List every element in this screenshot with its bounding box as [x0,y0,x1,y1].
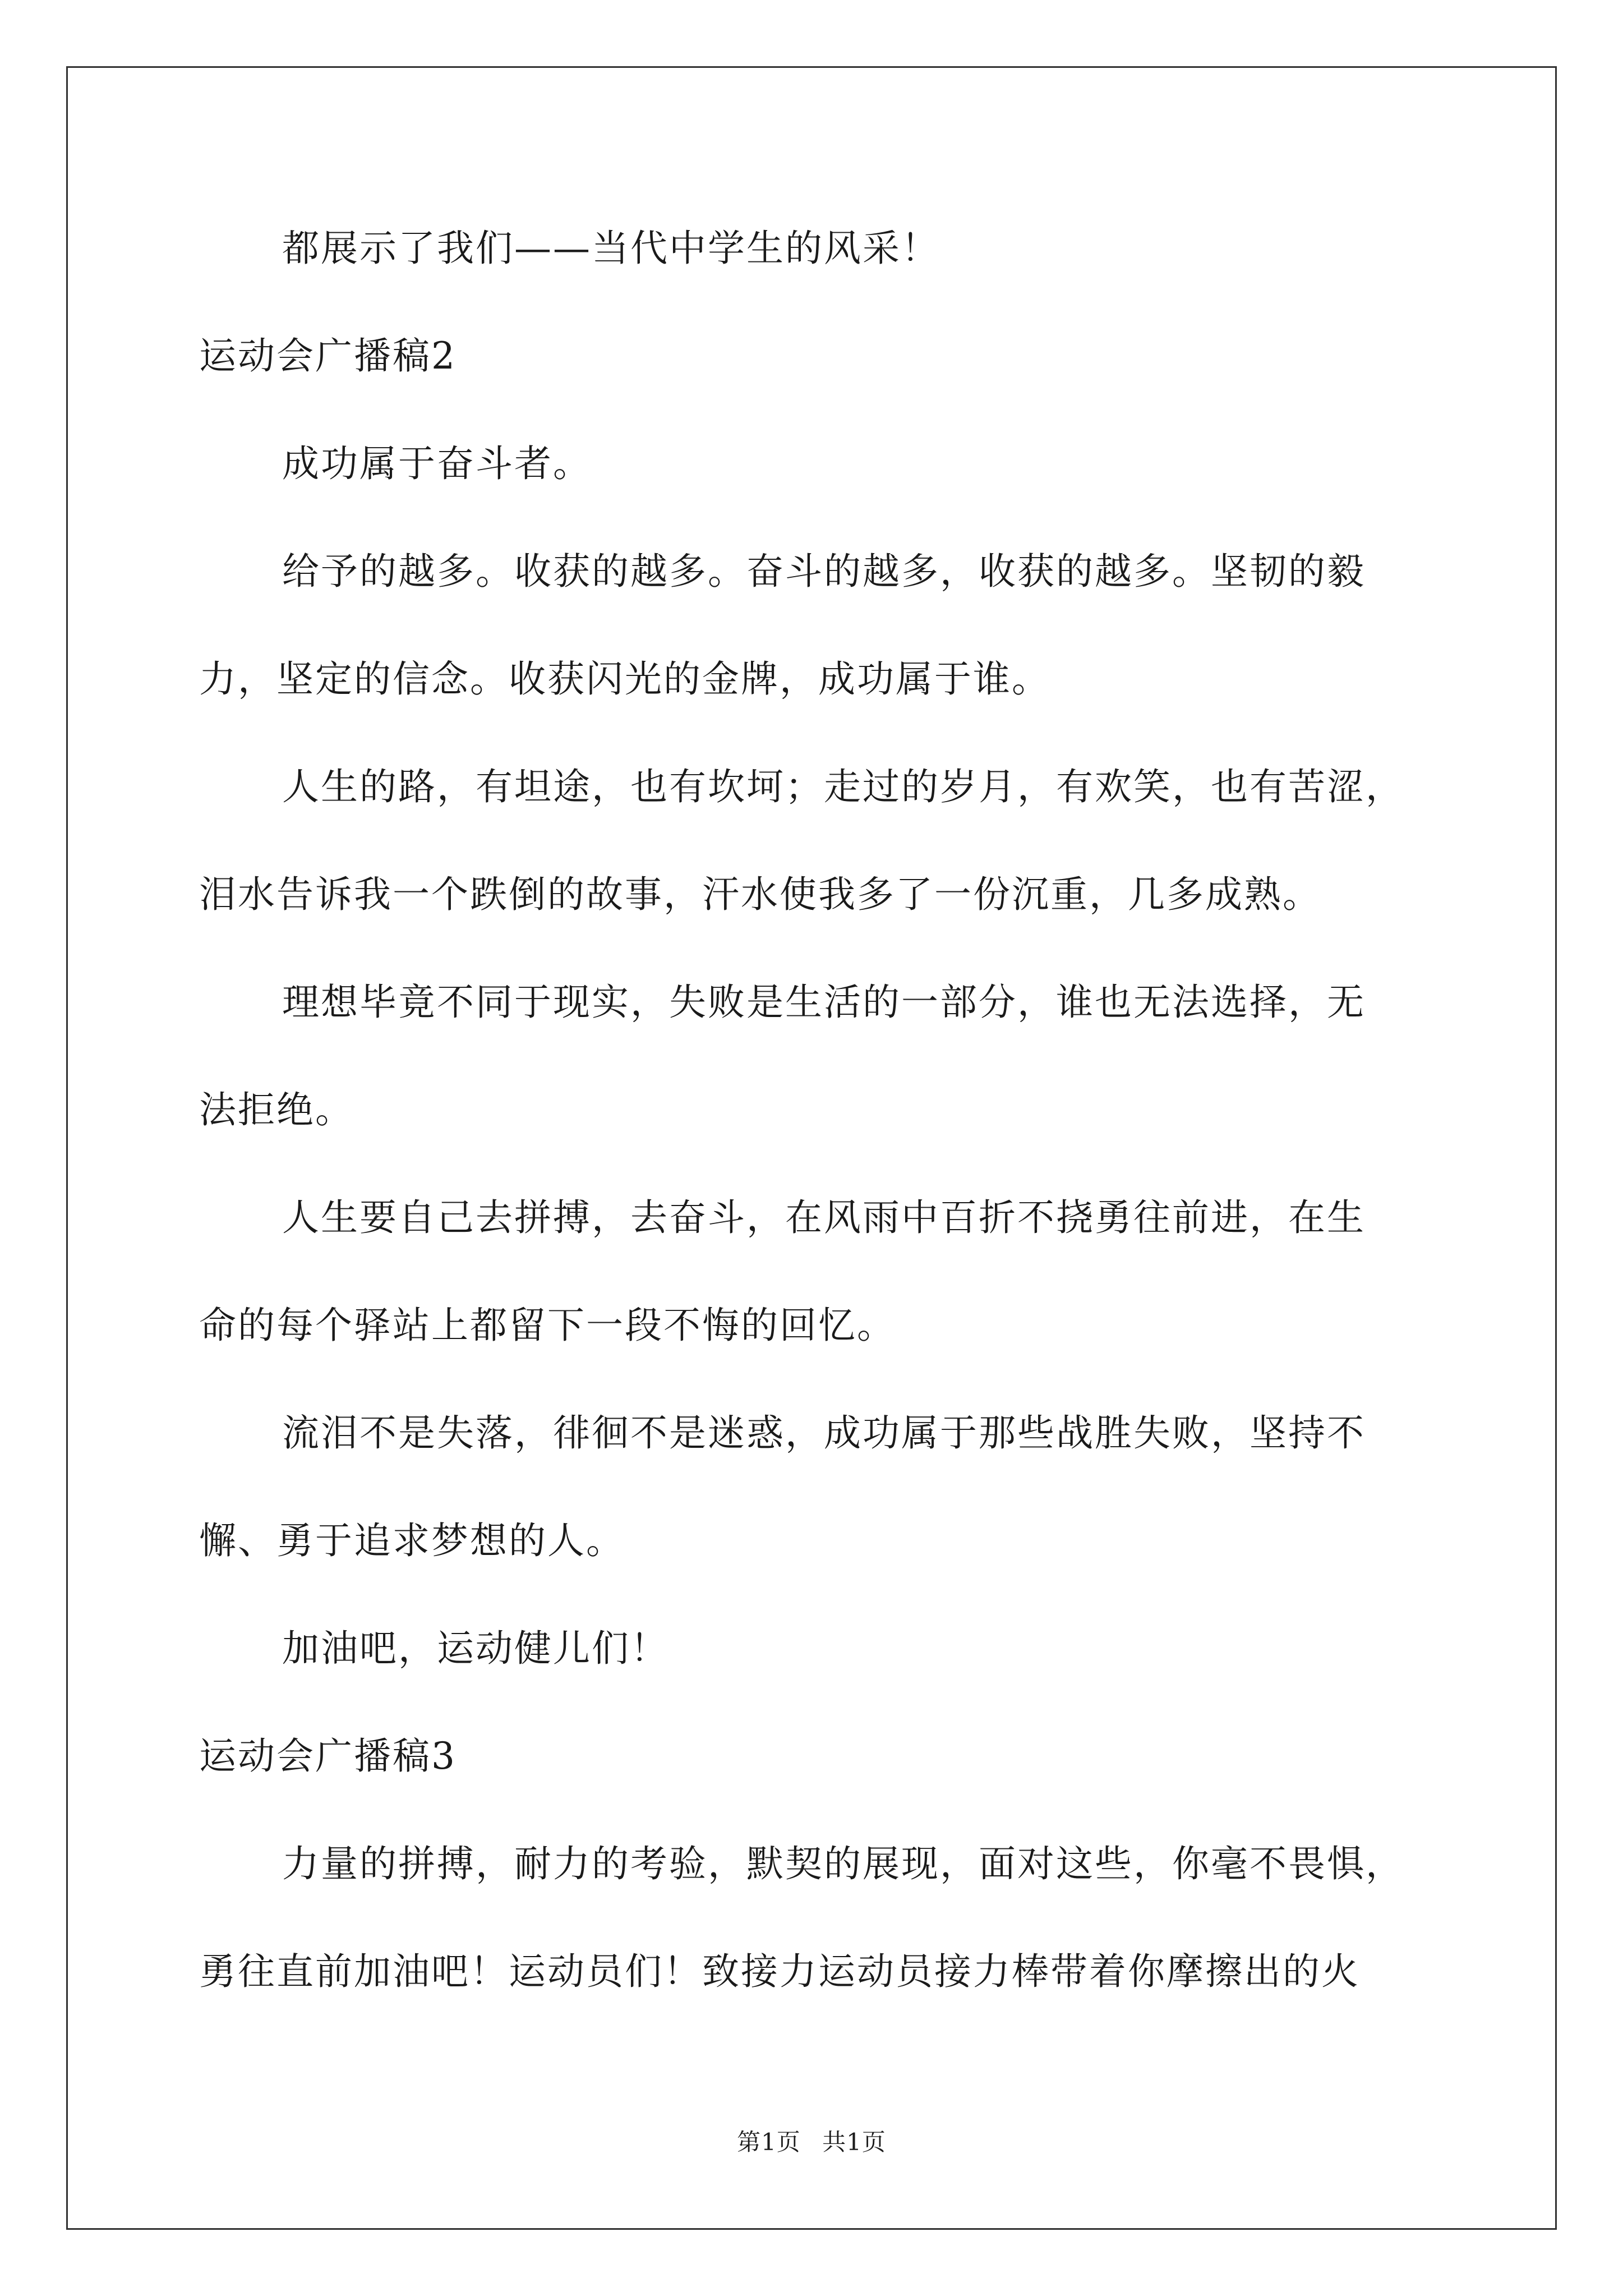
paragraph-line: 力，坚定的信念。收获闪光的金牌，成功属于谁。 [199,657,1050,701]
paragraph-line: 法拒绝。 [199,1088,354,1131]
paragraph-line: 成功属于奋斗者。 [282,442,592,485]
paragraph-line: 给予的越多。收获的越多。奋斗的越多，收获的越多。坚韧的毅 [282,550,1366,593]
paragraph-line: 流泪不是失落，徘徊不是迷惑，成功属于那些战胜失败，坚持不 [282,1411,1366,1455]
paragraph-line: 力量的拼搏，耐力的考验，默契的展现，面对这些，你毫不畏惧， [282,1842,1404,1885]
page-number-total: 共1页 [822,2128,886,2156]
page-border [66,66,1557,2230]
paragraph-line: 懈、勇于追求梦想的人。 [199,1519,625,1562]
paragraph-line: 理想毕竟不同于现实，失败是生活的一部分，谁也无法选择，无 [282,981,1366,1024]
paragraph-line: 人生的路，有坦途，也有坎坷；走过的岁月，有欢笑，也有苦涩， [282,765,1404,808]
paragraph-line: 泪水告诉我一个跌倒的故事，汗水使我多了一份沉重，几多成熟。 [199,873,1321,916]
section-heading: 运动会广播稿3 [199,1734,457,1778]
page-number-current: 第1页 [737,2128,801,2156]
paragraph-line: 都展示了我们——当代中学生的风采！ [282,227,940,270]
paragraph-line: 命的每个驿站上都留下一段不悔的回忆。 [199,1304,896,1347]
paragraph-line: 勇往直前加油吧！运动员们！致接力运动员接力棒带着你摩擦出的火 [199,1950,1360,1993]
section-heading: 运动会广播稿2 [199,334,457,378]
paragraph-line: 人生要自己去拼搏，去奋斗，在风雨中百折不挠勇往前进，在生 [282,1196,1366,1239]
page-footer [0,2124,1623,2157]
paragraph-line: 加油吧，运动健儿们！ [282,1627,669,1670]
